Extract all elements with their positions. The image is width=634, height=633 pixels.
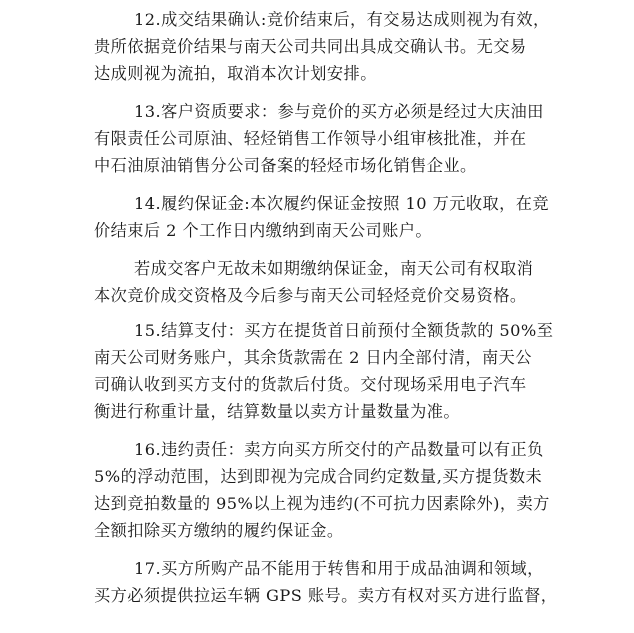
text-line: 达成则视为流拍，取消本次计划安排。 (94, 64, 377, 83)
clause-15-paragraph (94, 317, 620, 425)
clause-14-paragraph (94, 190, 620, 244)
text-line: 南天公司财务账户，其余货款需在 2 日内全部付清，南天公 (94, 348, 532, 367)
text-line: 12.成交结果确认:竞价结束后，有交易达成则视为有效， (134, 10, 550, 29)
clause-13-paragraph (94, 98, 620, 179)
text-line: 本次竞价成交资格及今后参与南天公司轻烃竞价交易资格。 (94, 286, 527, 305)
text-line: 13.客户资质要求：参与竞价的买方必须是经过大庆油田 (134, 102, 544, 121)
text-line: 15.结算支付：买方在提货首日前预付全额货款的 50%至 (134, 321, 554, 340)
text-line: 司确认收到买方支付的货款后付货。交付现场采用电子汽车 (94, 375, 527, 394)
text-line: 17.买方所购产品不能用于转售和用于成品油调和领域， (134, 559, 544, 578)
clause-17-paragraph (94, 555, 620, 609)
text-line: 若成交客户无故未如期缴纳保证金，南天公司有权取消 (134, 259, 534, 278)
clause-16-paragraph (94, 436, 620, 544)
text-line: 价结束后 2 个工作日内缴纳到南天公司账户。 (94, 221, 433, 240)
text-line: 有限责任公司原油、轻烃销售工作领导小组审核批准，并在 (94, 129, 527, 148)
text-line: 达到竞拍数量的 95%以上视为违约(不可抗力因素除外)，卖方 (94, 494, 550, 513)
text-line: 衡进行称重计量，结算数量以卖方计量数量为准。 (94, 402, 461, 421)
text-line: 买方必须提供拉运车辆 GPS 账号。卖方有权对买方进行监督， (94, 586, 558, 605)
clause-14-continuation-paragraph (94, 255, 620, 309)
text-line: 中石油原油销售分公司备案的轻烃市场化销售企业。 (94, 156, 477, 175)
text-line: 5%的浮动范围，达到即视为完成合同约定数量,买方提货数未 (94, 467, 543, 486)
text-line: 贵所依据竞价结果与南天公司共同出具成交确认书。无交易 (94, 37, 527, 56)
clause-12-paragraph (94, 6, 620, 87)
text-line: 14.履约保证金:本次履约保证金按照 10 万元收取，在竞 (134, 194, 550, 213)
text-line: 全额扣除买方缴纳的履约保证金。 (94, 521, 344, 540)
text-line: 16.违约责任：卖方向买方所交付的产品数量可以有正负 (134, 440, 544, 459)
